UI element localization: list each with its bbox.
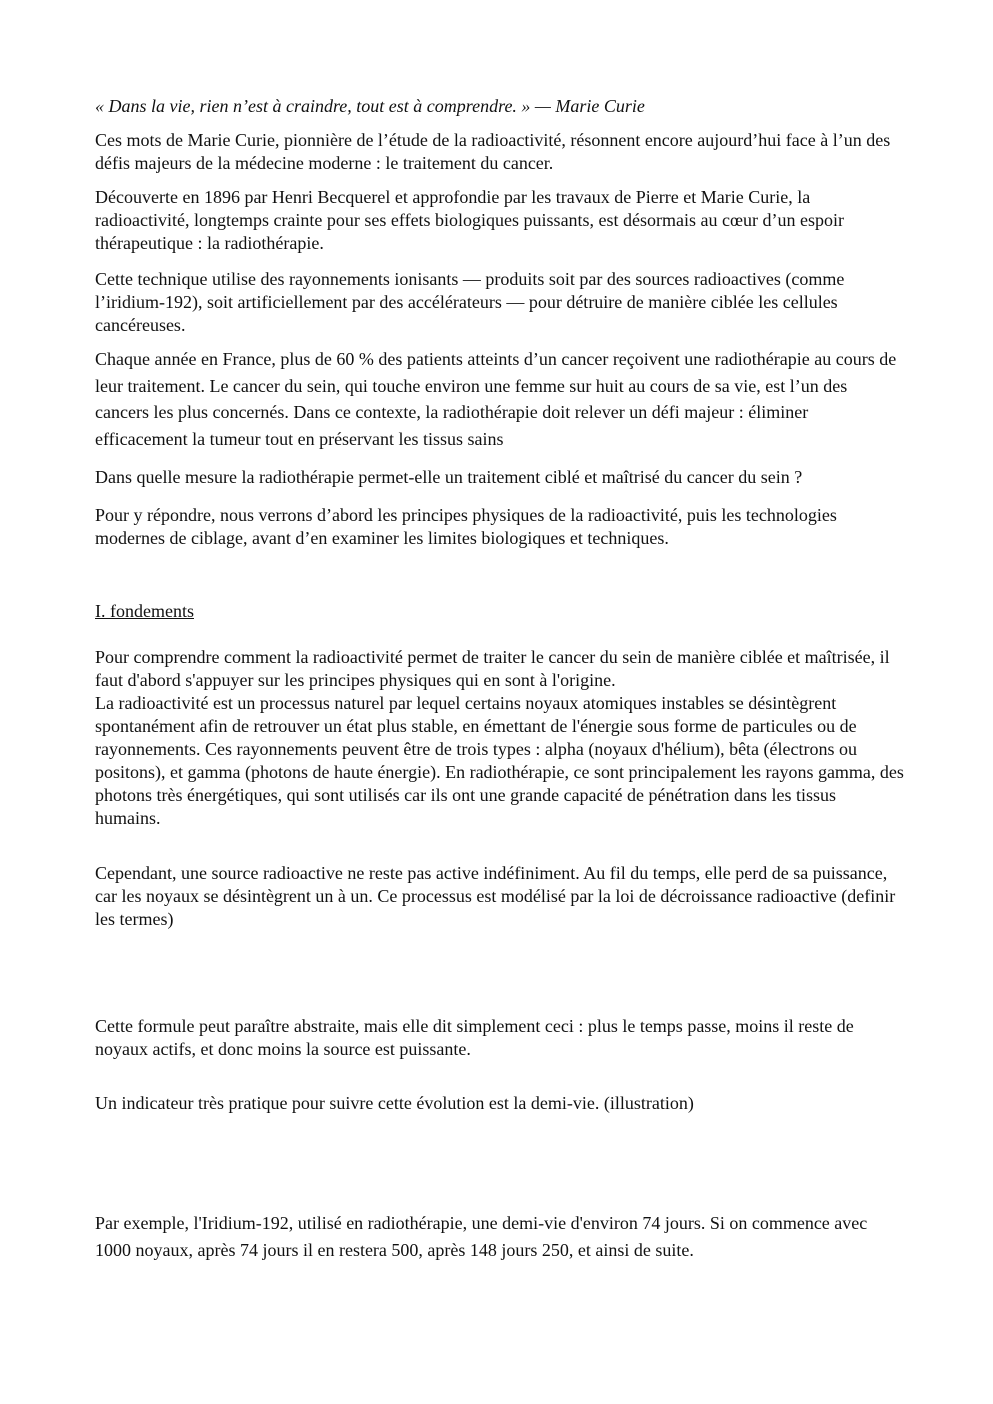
intro-paragraph-3: Cette technique utilise des rayonnements ionisants — produits soit par des sources radioactives (comme l’iridium-192), soit artificiellement par des accélérateurs — pour détruire de manière ciblée les cellules cancéreuses.	[95, 269, 845, 335]
fondements-paragraph-1-body: La radioactivité est un processus naturel par lequel certains noyaux atomiques instables se désintègrent spontanément afin de retrouver un état plus stable, en émettant de l'énergie sous forme de particules ou de rayonnements. Ces rayonnements peuvent être de trois types : alpha (noyaux d'hélium), bêta (électrons ou positons), et gamma (photons de haute énergie). En radiothérapie, ce sont principalement les rayons gamma, des photons très énergétiques, qui sont utilisés car ils ont une grande capacité de pénétration dans les tissus humains.	[95, 693, 904, 828]
problematique: Dans quelle mesure la radiothérapie permet-elle un traitement ciblé et maîtrisé du cancer du sein ?	[95, 467, 803, 487]
intro-paragraph-4: Chaque année en France, plus de 60 % des patients atteints d’un cancer reçoivent une radiothérapie au cours de leur traitement. Le cancer du sein, qui touche environ une femme sur huit au cours de sa vie, est l’un des cancers les plus concernés. Dans ce contexte, la radiothérapie doit relever un défi majeur : éliminer efficacement la tumeur tout en préservant les tissus sains	[95, 349, 897, 449]
fondements-paragraph-1-intro: Pour comprendre comment la radioactivité permet de traiter le cancer du sein de manière ciblée et maîtrisée, il faut d'abord s'appuyer sur les principes physiques qui en sont à l'origine.	[95, 647, 890, 690]
intro-paragraph-1: Ces mots de Marie Curie, pionnière de l’étude de la radioactivité, résonnent encore aujourd’hui face à l’un des défis majeurs de la médecine moderne : le traitement du cancer.	[95, 130, 891, 173]
fondements-paragraph-5: Par exemple, l'Iridium-192, utilisé en radiothérapie, une demi-vie d'environ 74 jours. Si on commence avec 1000 noyaux, après 74 jours il en restera 500, après 148 jours 250, et ainsi de suite.	[95, 1213, 868, 1260]
fondements-paragraph-2: Cependant, une source radioactive ne reste pas active indéfiniment. Au fil du temps, elle perd de sa puissance, car les noyaux se désintègrent un à un. Ce processus est modélisé par la loi de décroissance radioactive (definir les termes)	[95, 863, 896, 929]
fondements-paragraph-3: Cette formule peut paraître abstraite, mais elle dit simplement ceci : plus le temps passe, moins il reste de noyaux actifs, et donc moins la source est puissante.	[95, 1016, 854, 1059]
epigraph-quote: « Dans la vie, rien n’est à craindre, tout est à comprendre. » — Marie Curie	[95, 96, 645, 116]
section-heading: I. fondements	[95, 601, 194, 621]
annonce-du-plan: Pour y répondre, nous verrons d’abord les principes physiques de la radioactivité, puis les technologies modernes de ciblage, avant d’en examiner les limites biologiques et techniques.	[95, 505, 837, 548]
intro-paragraph-2: Découverte en 1896 par Henri Becquerel et approfondie par les travaux de Pierre et Marie Curie, la radioactivité, longtemps crainte pour ses effets biologiques puissants, est désormais au cœur d’un espoir thérapeutique : la radiothérapie.	[95, 187, 844, 253]
fondements-paragraph-4: Un indicateur très pratique pour suivre cette évolution est la demi-vie. (illustration)	[95, 1093, 694, 1113]
fondements-paragraph-1	[95, 646, 905, 830]
